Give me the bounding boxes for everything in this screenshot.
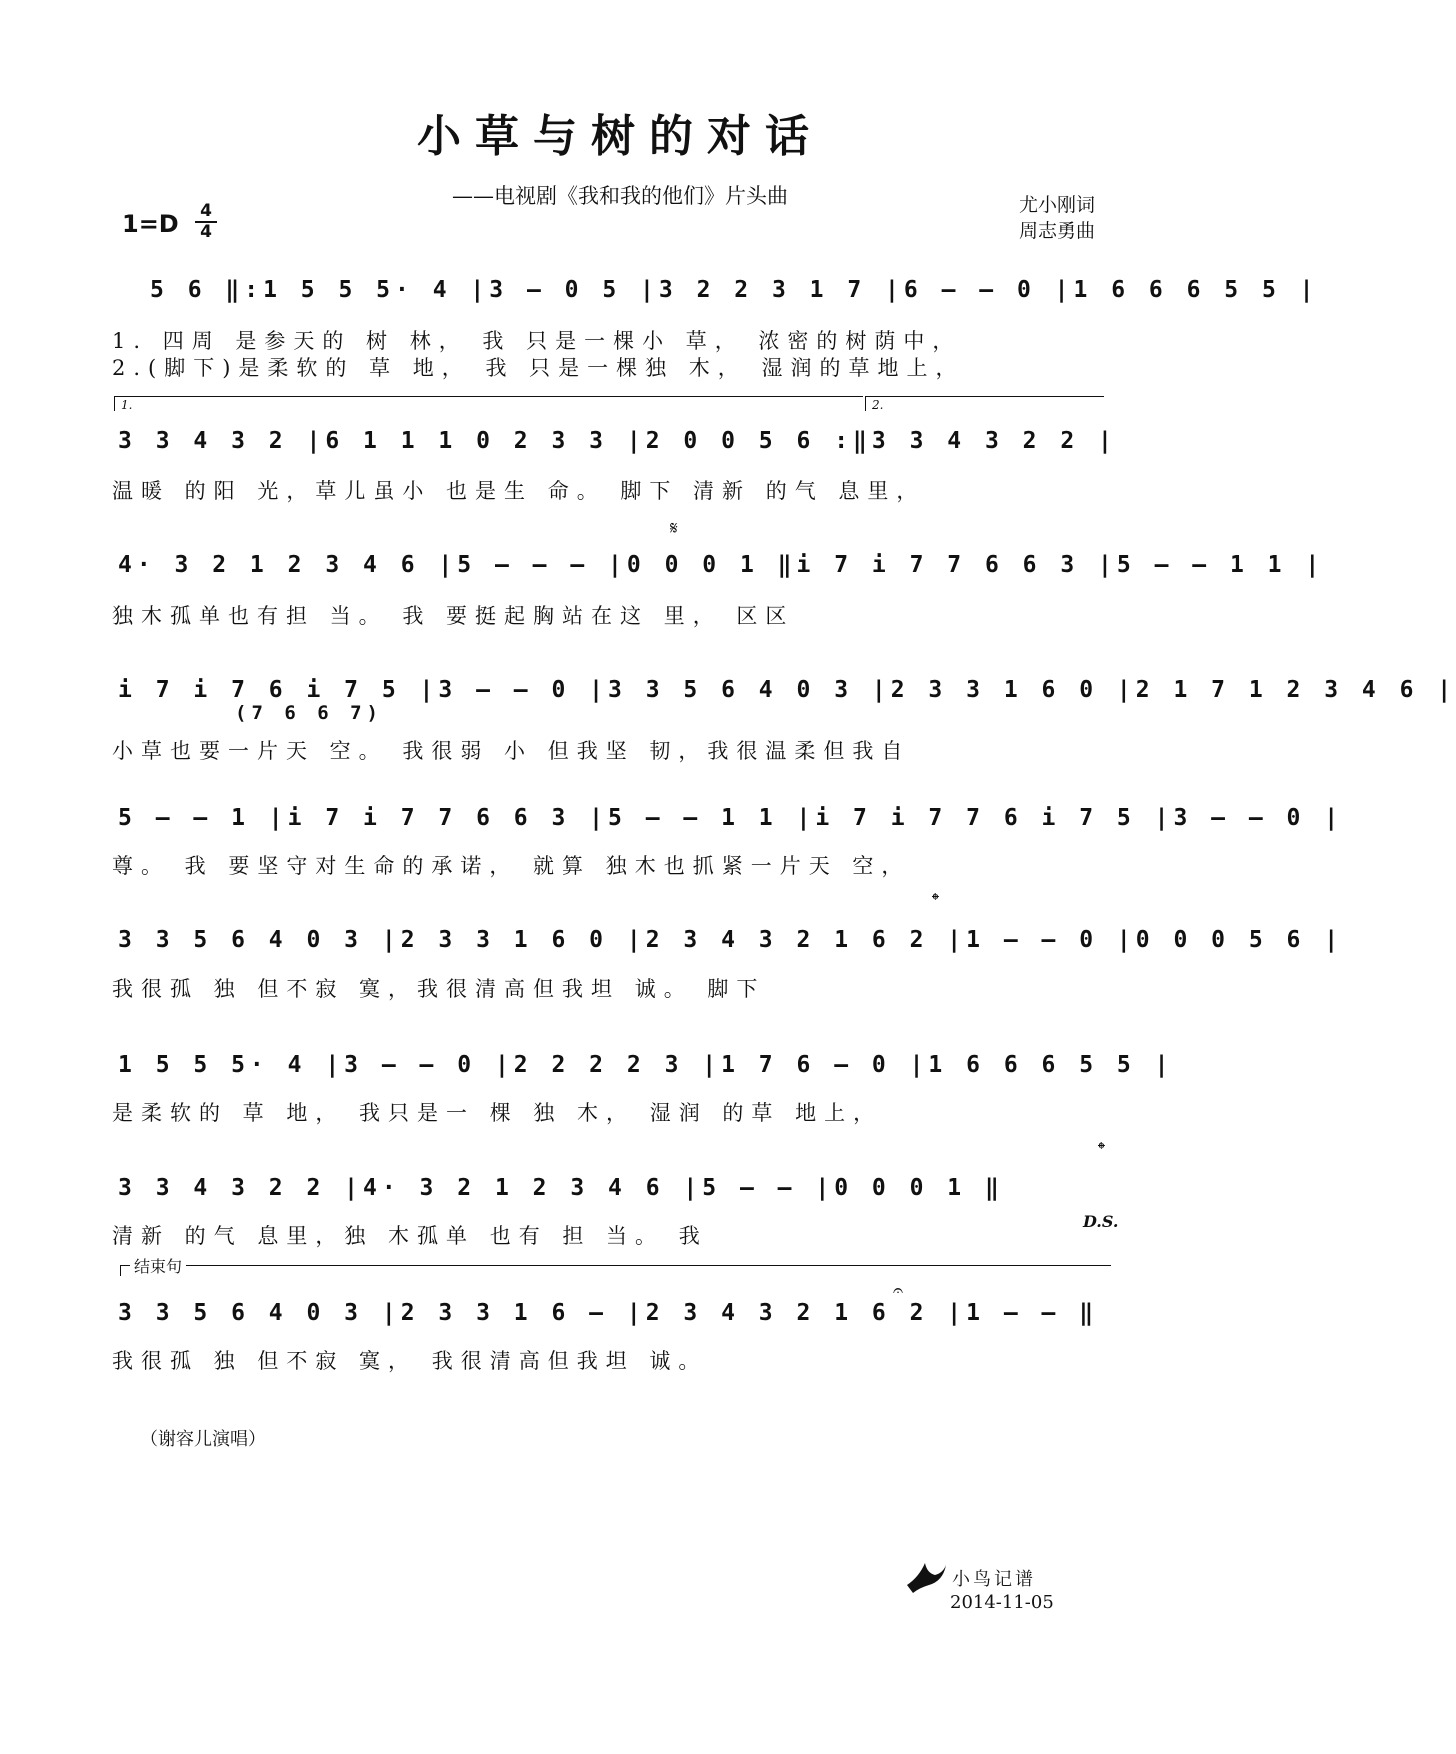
- lyrics-line-6: 我很孤 独 但不寂 寞，我很清高但我坦 诚。 脚下: [112, 977, 766, 1001]
- notation-line-7: 1 5 5 5· 4 |3 – – 0 |2 2 2 2 3 |1 7 6 – 0 |1 6 6 6 5 5 |: [118, 1052, 1174, 1078]
- brand-name: 小鸟记谱: [952, 1569, 1036, 1590]
- lyrics-line-4: 小草也要一片天 空。 我很弱 小 但我坚 韧，我很温柔但我自: [112, 739, 911, 763]
- lyricist: 尤小刚词: [1018, 194, 1095, 216]
- song-subtitle: ——电视剧《我和我的他们》片头曲: [452, 184, 788, 208]
- lyrics-line-8: 清新 的气 息里，独 木孤单 也有 担 当。 我: [112, 1224, 708, 1248]
- notation-line-9: 3 3 5 6 4 0 3 |2 3 3 1 6 – |2 3 4 3 2 1 6 2 |1 – – ‖: [118, 1300, 1099, 1326]
- lyrics-line-3: 独木孤单也有担 当。 我 要挺起胸站在这 里， 区区: [112, 604, 795, 628]
- lyrics-line-2: 温暖 的阳 光，草儿虽小 也是生 命。 脚下 清新 的气 息里，: [112, 479, 926, 503]
- volta-1: 1.: [114, 396, 863, 411]
- alternate-notes: (7 6 6 7): [235, 702, 383, 724]
- performer: （谢容儿演唱）: [140, 1429, 266, 1450]
- song-title: 小草与树的对话: [417, 111, 823, 162]
- fermata-sign: 𝄐: [893, 1280, 904, 1301]
- notation-line-6: 3 3 5 6 4 0 3 |2 3 3 1 6 0 |2 3 4 3 2 1 6 2 |1 – – 0 |0 0 0 5 6 |: [118, 927, 1344, 953]
- ds-marking: D.S.: [1083, 1212, 1119, 1231]
- time-signature: [195, 203, 217, 241]
- key-signature: 1=D: [122, 210, 179, 238]
- notation-line-2: 3 3 4 3 2 |6 1 1 1 0 2 3 3 |2 0 0 5 6 :‖3 3 4 3 2 2 |: [118, 428, 1117, 454]
- ending-label: 结束句: [130, 1254, 186, 1277]
- lyrics-line-1-verse-1: 1. 四周 是参天的 树 林， 我 只是一棵小 草， 浓密的树荫中，: [112, 329, 962, 353]
- coda-sign: 𝄌: [932, 888, 939, 912]
- bird-logo-icon: [905, 1555, 947, 1595]
- notation-line-8: 3 3 4 3 2 2 |4· 3 2 1 2 3 4 6 |5 – – |0 0 0 1 ‖: [118, 1175, 1004, 1201]
- date: 2014-11-05: [950, 1592, 1054, 1613]
- lyrics-line-5: 尊。 我 要坚守对生命的承诺， 就算 独木也抓紧一片天 空，: [112, 854, 911, 878]
- lyrics-line-9: 我很孤 独 但不寂 寞， 我很清高但我坦 诚。: [112, 1349, 708, 1373]
- notation-line-3: 4· 3 2 1 2 3 4 6 |5 – – – |0 0 0 1 ‖i 7 i 7 7 6 6 3 |5 – – 1 1 |: [118, 552, 1325, 578]
- lyrics-line-1-verse-2: 2.(脚下)是柔软的 草 地， 我 只是一棵独 木， 湿润的草地上，: [112, 356, 965, 380]
- coda-sign-2: 𝄌: [1098, 1137, 1105, 1161]
- ending-bracket: [120, 1265, 1111, 1276]
- notation-line-1: 5 6 ‖:1 5 5 5· 4 |3 – 0 5 |3 2 2 3 1 7 |6 – – 0 |1 6 6 6 5 5 |: [150, 277, 1319, 303]
- composer: 周志勇曲: [1018, 220, 1095, 242]
- notation-line-4: i 7 i 7 6 i 7 5 |3 – – 0 |3 3 5 6 4 0 3 |2 3 3 1 6 0 |2 1 7 1 2 3 4 6 |: [118, 677, 1456, 703]
- notation-line-5: 5 – – 1 |i 7 i 7 7 6 6 3 |5 – – 1 1 |i 7 i 7 7 6 i 7 5 |3 – – 0 |: [118, 805, 1344, 831]
- time-signature-bottom: 4: [200, 222, 212, 242]
- segno-sign: 𝄋: [670, 518, 678, 539]
- lyrics-line-7: 是柔软的 草 地， 我只是一 棵 独 木， 湿润 的草 地上，: [112, 1101, 883, 1125]
- volta-2: 2.: [865, 396, 1104, 411]
- time-signature-top: 4: [200, 201, 212, 221]
